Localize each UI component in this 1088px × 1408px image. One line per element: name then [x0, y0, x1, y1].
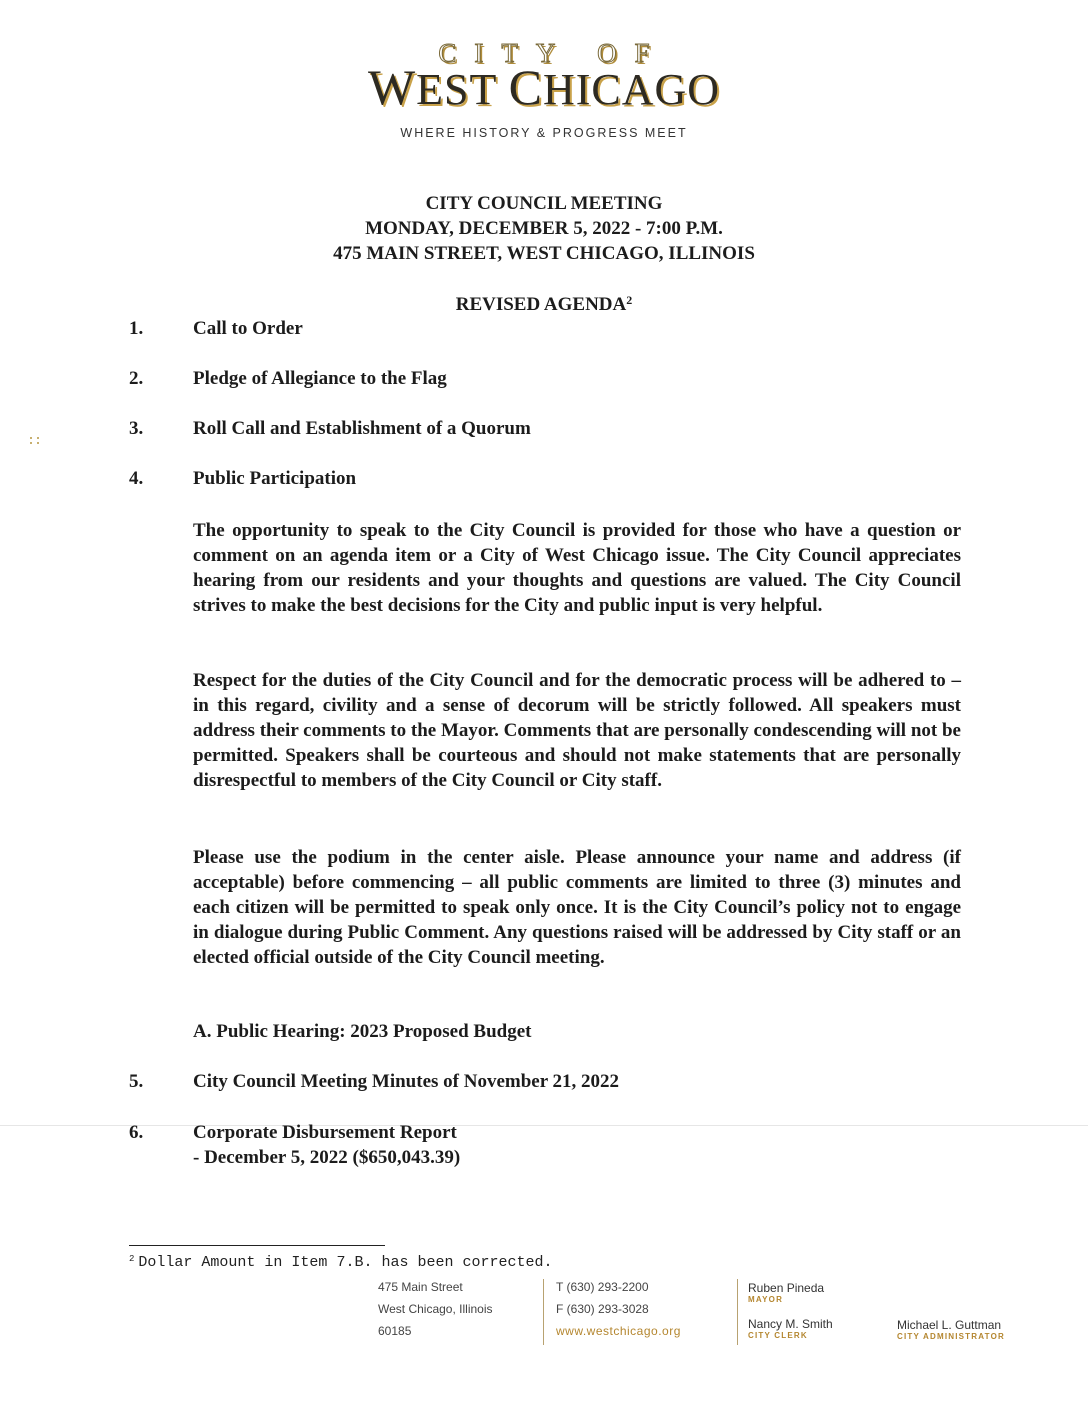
paragraph-opportunity: The opportunity to speak to the City Council is provided for those who have a question or comment on an agenda item or a City of West Chicago issue. The City Council appreciates hearing from our residents and your thoughts and questions are valued. The City Council strives to make the best decisions for the City and public input is very helpful.	[193, 520, 961, 616]
item-label-minutes: City Council Meeting Minutes of November 21, 2022	[193, 1071, 620, 1092]
item-number: 5.	[129, 1071, 144, 1092]
footnote	[129, 1254, 552, 1271]
meeting-location: 475 MAIN STREET, WEST CHICAGO, ILLINOIS	[333, 243, 755, 264]
tagline: WHERE HISTORY & PROGRESS MEET	[400, 126, 688, 140]
agenda-title: REVISED AGENDA$^2$	[455, 293, 633, 315]
item-label-pledge: Pledge of Allegiance to the Flag	[193, 368, 447, 389]
logo-west-chicago: WEST CHICAGO	[367, 59, 721, 115]
footer-divider	[737, 1279, 738, 1345]
item-number: 1.	[129, 318, 144, 339]
item-number: 3.	[129, 418, 144, 439]
item-sub-disbursement-date: - December 5, 2022 ($650,043.39)	[193, 1147, 461, 1168]
meeting-title: CITY COUNCIL MEETING	[425, 193, 663, 214]
footnote-marker: 2	[129, 1254, 135, 1264]
footer-administrator: Michael L. Guttman CITY ADMINISTRATOR	[897, 1318, 1005, 1341]
meeting-datetime: MONDAY, DECEMBER 5, 2022 - 7:00 P.M.	[365, 218, 723, 239]
footer-mayor: Ruben Pineda MAYOR	[748, 1281, 825, 1304]
item-label-roll-call: Roll Call and Establishment of a Quorum	[193, 418, 531, 439]
item-number: 2.	[129, 368, 144, 389]
item-number: 4.	[129, 468, 144, 489]
item-label-public-participation: Public Participation	[193, 468, 357, 489]
scan-artifact-line	[0, 1125, 1088, 1126]
paragraph-podium: Please use the podium in the center aisle. Please announce your name and address (if acceptable) before commencing – all public comments are limited to three (3) minutes and each citizen will be permitted to speak only once. It is the City Council’s policy not to engage in dialogue during Public Comment. Any questions raised will be addressed by City staff or an elected official outside of the City Council meeting.	[193, 847, 961, 968]
footer-fax: F (630) 293-3028	[556, 1302, 649, 1316]
footnote-rule	[129, 1245, 385, 1246]
subitem-public-hearing: A. Public Hearing: 2023 Proposed Budget	[193, 1021, 532, 1042]
logo-city-of: CITY OF	[438, 38, 668, 68]
footer-clerk: Nancy M. Smith CITY CLERK	[748, 1317, 833, 1340]
item-number: 6.	[129, 1122, 144, 1143]
footer-address: 475 Main Street West Chicago, Illinois 60185	[378, 1280, 493, 1338]
footnote-ref: 2	[626, 293, 633, 307]
item-label-disbursement: Corporate Disbursement Report	[193, 1122, 457, 1143]
footnote-text: Dollar Amount in Item 7.B. has been corrected.	[138, 1254, 553, 1271]
footer-phone: T (630) 293-2200	[556, 1280, 649, 1294]
footer-divider	[543, 1279, 544, 1345]
footer-website[interactable]: www.westchicago.org	[556, 1324, 681, 1338]
footer-contact	[556, 1276, 681, 1342]
paragraph-respect: Respect for the duties of the City Council and for the democratic process will be adhered to – in this regard, civility and a sense of decorum will be strictly followed. All speakers must address their comments to the Mayor. Comments that are personally condescending will not be permitted. Speakers shall be courteous and should not make statements that are personally disrespectful to members of the City Council or City staff.	[193, 670, 961, 791]
scan-mark	[30, 437, 39, 444]
item-label-call-to-order: Call to Order	[193, 318, 303, 339]
